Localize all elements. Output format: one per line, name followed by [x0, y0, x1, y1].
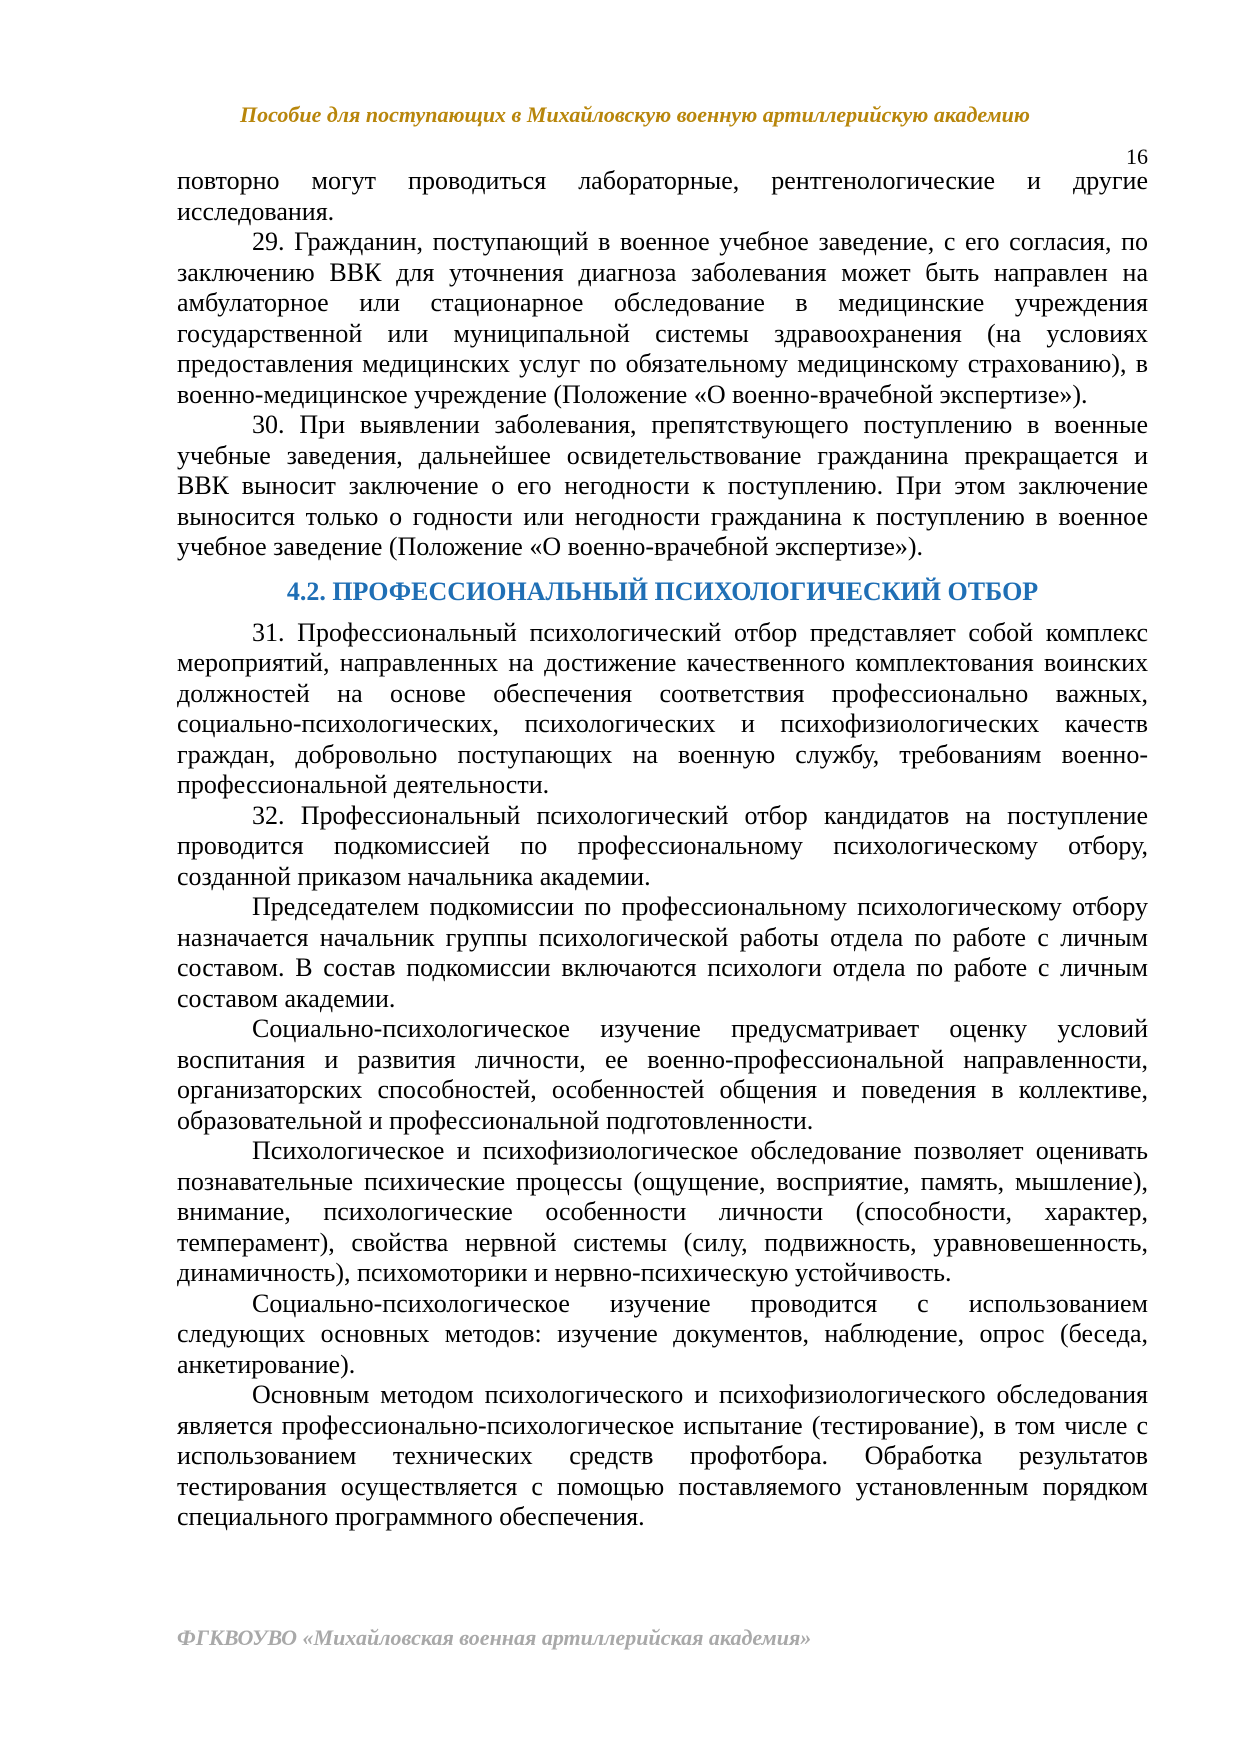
section-heading: 4.2. ПРОФЕССИОНАЛЬНЫЙ ПСИХОЛОГИЧЕСКИЙ ОТБОР — [286, 576, 1039, 606]
paragraph-testing: Основным методом психологического и психофизиологического обследования является профессионально-психологическое испытание (тестирование), в том числе с использованием технических средств профотбора. Обработка результатов тестирования осуществляется с помощью поставляемого установленным порядком специального программного обеспечения. — [177, 1380, 1148, 1531]
paragraph-32: 32. Профессиональный психологический отбор кандидатов на поступление проводится подкомиссией по профессиональному психологическому отбору, созданной приказом начальника академии. — [177, 800, 1148, 891]
paragraph-29: 29. Гражданин, поступающий в военное учебное заведение, с его согласия, по заключению ВВК для уточнения диагноза заболевания может быть направлен на амбулаторное или стационарное обследование в медицинские учреждения государственной или муниципальной системы здравоохранения (на условиях предоставления медицинских услуг по обязательному медицинскому страхованию), в военно-медицинское учреждение (Положение «О военно-врачебной экспертизе»). — [177, 227, 1148, 409]
running-header: Пособие для поступающих в Михайловскую военную артиллерийскую академию — [240, 102, 1030, 127]
paragraph-31: 31. Профессиональный психологический отбор представляет собой комплекс мероприятий, направленных на достижение качественного комплектования воинских должностей на основе обеспечения соответствия профессионально важных, социально-психологических, психологических и психофизиологических качеств граждан, добровольно поступающих на военную службу, требованиям военно-профессиональной деятельности. — [177, 617, 1148, 799]
body-text — [177, 166, 1148, 1533]
page-number: 16 — [1126, 144, 1148, 169]
paragraph-continuation: повторно могут проводиться лабораторные, рентгенологические и другие исследования. — [177, 166, 1148, 226]
paragraph-methods: Социально-психологическое изучение проводится с использованием следующих основных методов: изучение документов, наблюдение, опрос (беседа, анкетирование). — [177, 1288, 1148, 1379]
paragraph-social-study: Социально-психологическое изучение предусматривает оценку условий воспитания и развития личности, ее военно-профессиональной направленности, организаторских способностей, особенностей общения и поведения в коллективе, образовательной и профессиональной подготовленности. — [177, 1014, 1148, 1135]
paragraph-30: 30. При выявлении заболевания, препятствующего поступлению в военные учебные заведения, дальнейшее освидетельствование гражданина прекращается и ВВК выносит заключение о его негодности к поступлению. При этом заключение выносится только о годности или негодности гражданина к поступлению в военное учебное заведение (Положение «О военно-врачебной экспертизе»). — [177, 410, 1148, 561]
paragraph-chairman: Председателем подкомиссии по профессиональному психологическому отбору назначается начальник группы психологической работы отдела по работе с личным составом. В состав подкомиссии включаются психологи отдела по работе с личным составом академии. — [177, 892, 1148, 1013]
paragraph-psych-exam: Психологическое и психофизиологическое обследование позволяет оценивать познавательные психические процессы (ощущение, восприятие, память, мышление), внимание, психологические особенности личности (способности, характер, темперамент), свойства нервной системы (силу, подвижность, уравновешенность, динамичность), психомоторики и нервно-психическую устойчивость. — [177, 1136, 1148, 1287]
running-footer: ФГКВОУВО «Михайловская военная артиллерийская академия» — [177, 1625, 812, 1650]
